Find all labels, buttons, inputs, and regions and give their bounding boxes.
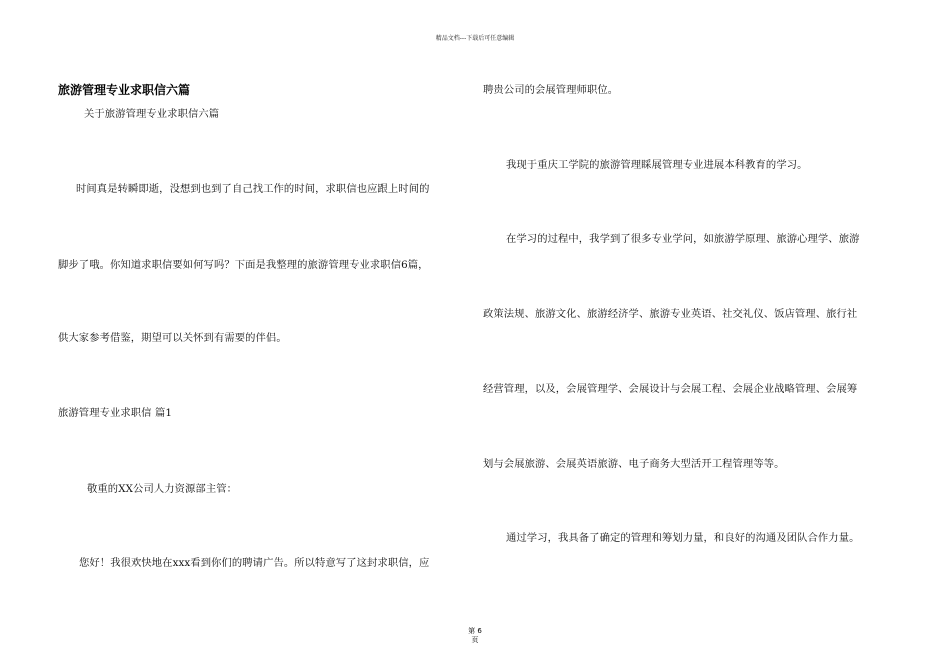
paragraph-line: 在学习的过程中，我学到了很多专业学问，如旅游学原理、旅游心理学、旅游 bbox=[506, 233, 860, 245]
paragraph-line: 脚步了哦。你知道求职信要如何写吗？下面是我整理的旅游管理专业求职信6篇， bbox=[58, 259, 429, 271]
paragraph-line: 时间真是转瞬即逝，没想到也到了自己找工作的时间，求职信也应跟上时间的 bbox=[76, 183, 430, 195]
paragraph-line: 我现于重庆工学院的旅游管理睬展管理专业进展本科教育的学习。 bbox=[506, 159, 808, 171]
paragraph-line: 经营管理，以及，会展管理学、会展设计与会展工程、会展企业战略管理、会展筹 bbox=[483, 383, 858, 395]
paragraph-line: 聘贵公司的会展管理师职位。 bbox=[483, 84, 619, 96]
page-number-line2: 页 bbox=[471, 636, 479, 644]
document-title: 旅游管理专业求职信六篇 bbox=[58, 83, 191, 97]
page-number-line1: 第 6 bbox=[468, 627, 482, 635]
section-heading: 旅游管理专业求职信 篇1 bbox=[58, 407, 172, 419]
page-number bbox=[464, 627, 486, 645]
paragraph-line: 供大家参考借鉴，期望可以关怀到有需要的伴侣。 bbox=[58, 332, 287, 344]
paragraph-line: 通过学习，我具备了确定的管理和筹划力量，和良好的沟通及团队合作力量。 bbox=[506, 532, 860, 544]
paragraph-line: 划与会展旅游、会展英语旅游、电子商务大型活开工程管理等等。 bbox=[483, 458, 785, 470]
paragraph-line: 政策法规、旅游文化、旅游经济学、旅游专业英语、社交礼仪、饭店管理、旅行社 bbox=[483, 308, 858, 320]
subtitle-line: 关于旅游管理专业求职信六篇 bbox=[84, 108, 220, 120]
salutation-line: 敬重的XX公司人力资源部主管： bbox=[87, 483, 238, 495]
header-note: 精品文档---下载后可任意编辑 bbox=[435, 35, 515, 42]
paragraph-line: 您好！我很欢快地在xxx看到你们的聘请广告。所以特意写了这封求职信，应 bbox=[79, 557, 430, 569]
